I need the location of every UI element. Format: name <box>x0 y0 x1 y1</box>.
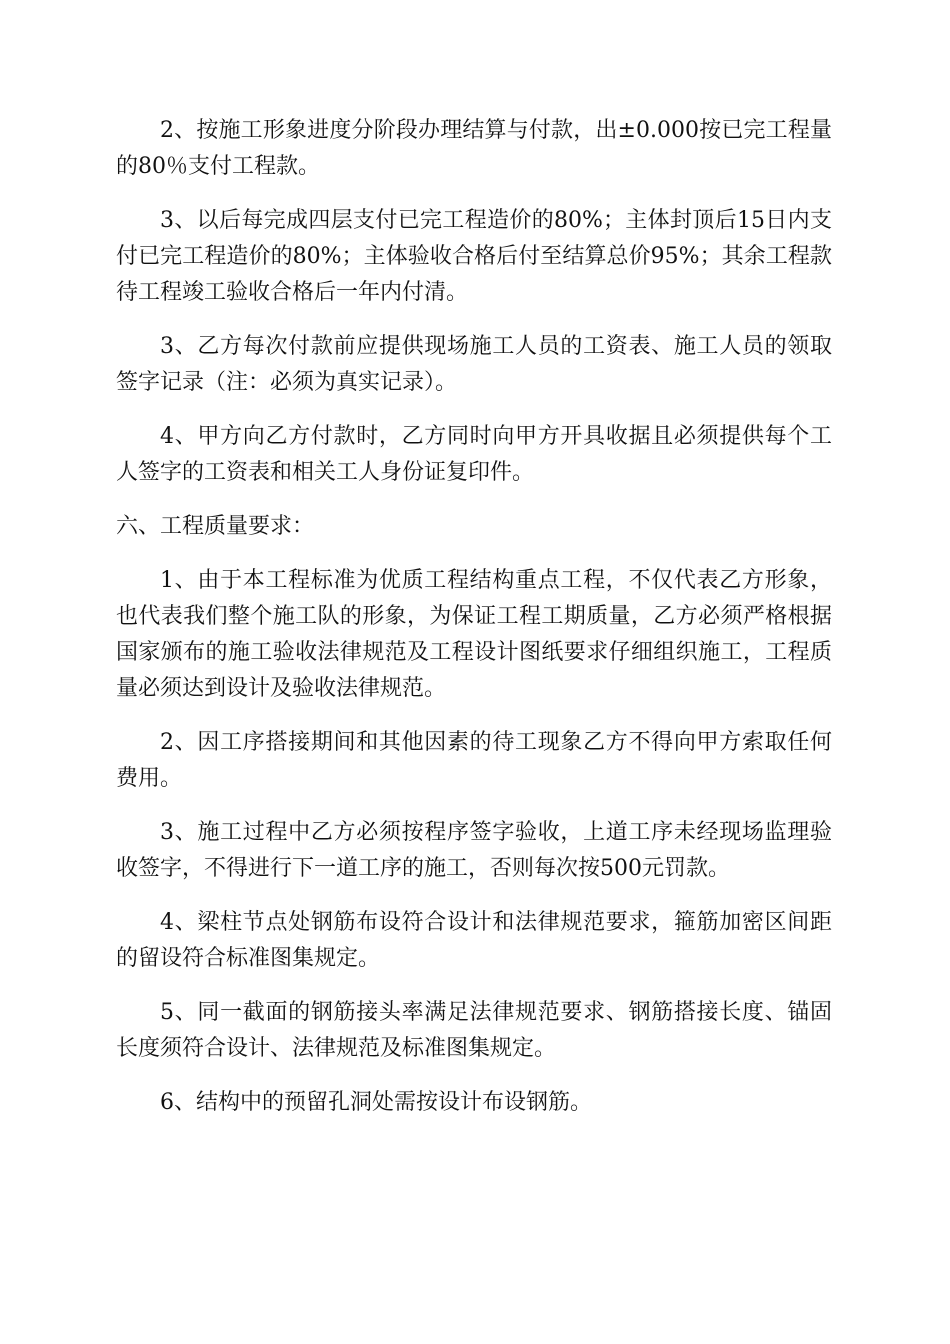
clause-payment-schedule: 3、以后每完成四层支付已完工程造价的80%；主体封顶后15日内支付已完工程造价的80%；主体验收合格后付至结算总价95%；其余工程款待工程竣工验收合格后一年内付清。 <box>116 208 832 305</box>
clause-rebar-splicing: 5、同一截面的钢筋接头率满足法律规范要求、钢筋搭接长度、锚固长度须符合设计、法律规范及标准图集规定。 <box>116 1000 832 1061</box>
clause-payroll-records: 3、乙方每次付款前应提供现场施工人员的工资表、施工人员的领取签字记录（注：必须为真实记录）。 <box>116 334 832 395</box>
document-body <box>116 113 832 1139</box>
clause-receipt-requirements: 4、甲方向乙方付款时，乙方同时向甲方开具收据且必须提供每个工人签字的工资表和相关工人身份证复印件。 <box>116 424 832 485</box>
section-heading-quality: 六、工程质量要求： <box>116 514 315 539</box>
clause-quality-standard: 1、由于本工程标准为优质工程结构重点工程，不仅代表乙方形象，也代表我们整个施工队的形象，为保证工程工期质量，乙方必须严格根据国家颁布的施工验收法律规范及工程设计图纸要求仔细组织施工，工程质量必须达到设计及验收法律规范。 <box>116 568 832 701</box>
clause-idle-time: 2、因工序搭接期间和其他因素的待工现象乙方不得向甲方索取任何费用。 <box>116 730 832 791</box>
clause-payment-by-progress: 2、按施工形象进度分阶段办理结算与付款，出±0.000按已完工程量的80％支付工程款。 <box>116 118 832 179</box>
clause-inspection-signoff: 3、施工过程中乙方必须按程序签字验收，上道工序未经现场监理验收签字，不得进行下一道工序的施工，否则每次按500元罚款。 <box>116 820 832 881</box>
clause-reserved-openings: 6、结构中的预留孔洞处需按设计布设钢筋。 <box>160 1090 592 1115</box>
clause-beam-column-rebar: 4、梁柱节点处钢筋布设符合设计和法律规范要求，箍筋加密区间距的留设符合标准图集规定。 <box>116 910 832 971</box>
